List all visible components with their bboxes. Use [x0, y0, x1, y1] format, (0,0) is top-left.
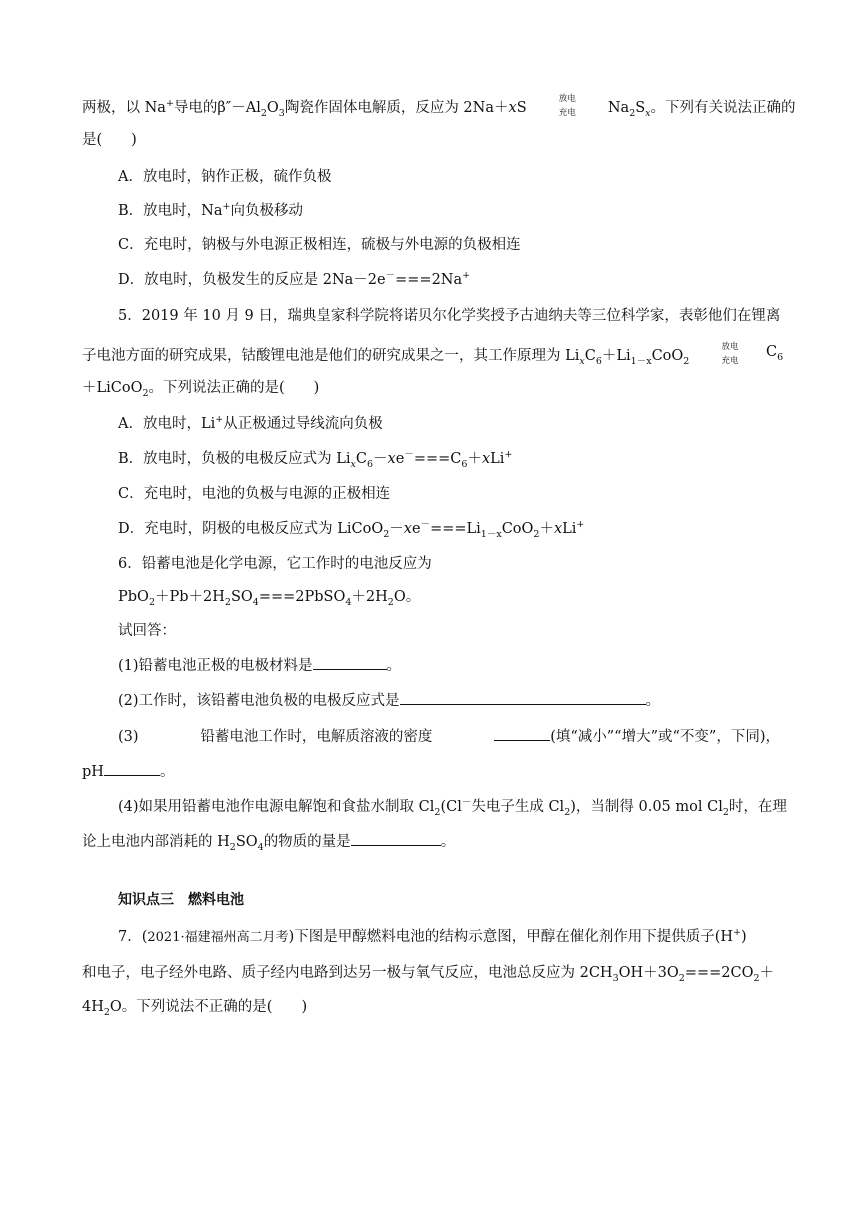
- q7-stem-line-2: 和电子，电子经外电路、质子经内电路到达另一极与氧气反应，电池总反应为 $2CH_3OH+3O_2===2CO_2+$: [82, 965, 775, 984]
- q5-stem-line-2: 子电池方面的研究成果，钴酸锂电池是他们的研究成果之一，其工作原理为 $Li_xC_6+Li_{1-x}CoO_2$ 放电 充电 $C_6$: [82, 342, 784, 367]
- q6-ask: 试回答：: [118, 623, 176, 639]
- q5-stem-line-3: ＋LiCoO$_2$。下列说法正确的是( ): [82, 380, 320, 399]
- q4-option-b: B．放电时，Na+向负极移动: [118, 201, 303, 219]
- q4-option-a: A．放电时，钠作正极，硫作负极: [118, 169, 332, 185]
- q4-option-d: D．放电时，负极发生的反应是 2Na－2e－===2Na+: [118, 270, 471, 288]
- q7-stem-line-3: $4H_2O$。下列说法不正确的是( ): [82, 999, 308, 1018]
- q6-part-4-cont: 论上电池内部消耗的 $H_2SO_4$的物质的量是 。: [82, 834, 456, 853]
- q7-stem-line-1: 7．(2021·福建福州高二月考)下图是甲醇燃料电池的结构示意图，甲醇在催化剂作用下提供质子(H+): [118, 927, 747, 945]
- q4-stem-cont: 是( ): [82, 132, 137, 148]
- q6-equation: $PbO_2+Pb+2H_2SO_4===2PbSO_4+2H_2O$。: [118, 589, 421, 608]
- q4-stem-line: 两极，以 Na+导电的$\beta''-Al_2O_3$陶瓷作固体电解质，反应为 2Na＋xS 放电 充电 $Na_2S_x$。下列有关说法正确的: [82, 94, 796, 119]
- answer-blank[interactable]: [104, 762, 160, 776]
- answer-blank[interactable]: [494, 727, 550, 741]
- reaction-condition: 放电 充电: [721, 342, 739, 366]
- answer-blank[interactable]: [313, 656, 387, 670]
- q6-part-2: (2)工作时，该铅蓄电池负极的电极反应式是 。: [118, 693, 661, 709]
- q5-option-b: B．放电时，负极的电极反应式为 $Li_xC_6-xe^-===C_6+xLi^+$: [118, 449, 513, 470]
- q6-part-3: (3) 铅蓄电池工作时，电解质溶液的密度 (填“减小”“增大”或“不变”，下同)，: [118, 729, 780, 745]
- answer-blank[interactable]: [351, 832, 441, 846]
- q5-option-c: C．充电时，电池的负极与电源的正极相连: [118, 486, 391, 502]
- q5-option-a: A．放电时，Li+从正极通过导线流向负极: [118, 414, 383, 432]
- q6-part-3-cont: pH 。: [82, 764, 175, 780]
- q6-stem: 6．铅蓄电池是化学电源，它工作时的电池反应为: [118, 556, 432, 572]
- q6-part-4: (4)如果用铅蓄电池作电源电解饱和食盐水制取 $Cl_2(Cl^-$失电子生成 $Cl_2$)，当制得 0.05 mol $Cl_2$时，在理: [118, 797, 787, 818]
- answer-blank[interactable]: [400, 691, 646, 705]
- reaction-condition: 放电 充电: [558, 94, 576, 118]
- q5-stem-line-1: 5．2019 年 10 月 9 日，瑞典皇家科学院将诺贝尔化学奖授予古迪纳夫等三位科学家，表彰他们在锂离: [118, 308, 781, 324]
- q5-option-d: D．充电时，阴极的电极反应式为 $LiCoO_2-xe^-===Li_{1-x}CoO_2+xLi^+$: [118, 519, 585, 540]
- section-heading: 知识点三 燃料电池: [118, 892, 244, 908]
- q4-option-c: C．充电时，钠极与外电源正极相连，硫极与外电源的负极相连: [118, 237, 521, 253]
- q6-part-1: (1)铅蓄电池正极的电极材料是 。: [118, 658, 402, 674]
